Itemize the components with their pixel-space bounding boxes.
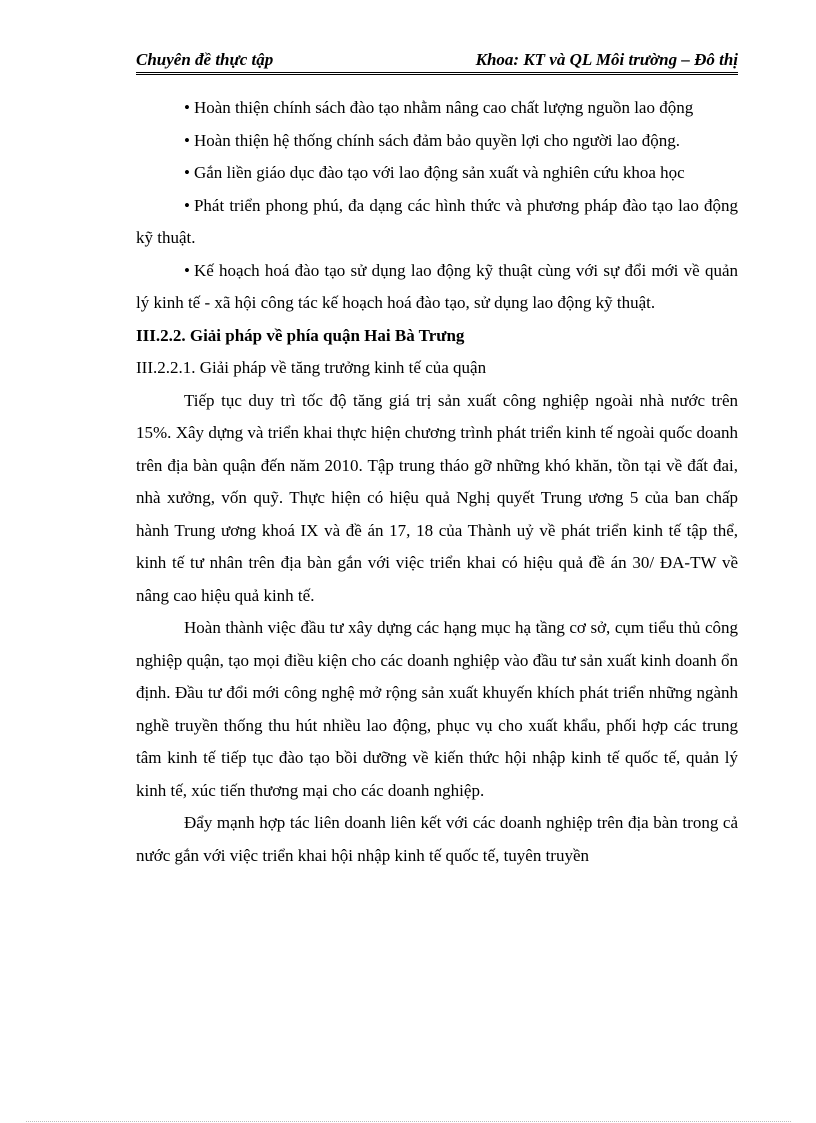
bullet-item (136, 190, 738, 255)
body-paragraph: Tiếp tục duy trì tốc độ tăng giá trị sản xuất công nghiệp ngoài nhà nước trên 15%. Xây dựng và triển khai thực hiện chương trình phát triển kinh tế ngoài quốc doanh trên địa bàn quận đến năm 2010. Tập trung tháo gỡ những khó khăn, tồn tại về đất đai, nhà xưởng, vốn quỹ. Thực hiện có hiệu quả Nghị quyết Trung ương 5 của ban chấp hành Trung ương khoá IX và đề án 17, 18 của Thành uỷ về phát triển kinh tế tập thể, kinh tế tư nhân trên địa bàn gắn với việc triển khai có hiệu quả đề án 30/ ĐA-TW về nâng cao hiệu quả kinh tế. (136, 390, 738, 605)
bullet-icon: • (184, 98, 190, 117)
header-left-title: Chuyên đề thực tập (136, 50, 274, 69)
bullet-item (136, 125, 738, 158)
bullet-item (136, 92, 738, 125)
subsection-heading: III.2.2.1. Giải pháp về tăng trưởng kinh tế của quận (136, 358, 487, 377)
bullet-text: Gắn liền giáo dục đào tạo với lao động sản xuất và nghiên cứu khoa học (193, 163, 685, 182)
bullet-icon: • (184, 195, 190, 215)
body-paragraph: Hoàn thành việc đầu tư xây dựng các hạng mục hạ tầng cơ sở, cụm tiểu thủ công nghiệp quận, tạo mọi điều kiện cho các doanh nghiệp vào đầu tư sản xuất kinh doanh ổn định. Đầu tư đổi mới công nghệ mở rộng sản xuất khuyến khích phát triển những ngành nghề truyền thống thu hút nhiều lao động, phục vụ cho xuất khẩu, phối hợp các trung tâm kinh tế tiếp tục đào tạo bồi dưỡng về kiến thức hội nhập kinh tế quốc tế, quản lý kinh tế, xúc tiến thương mại cho các doanh nghiệp. (136, 618, 738, 800)
page-bottom-divider (26, 1121, 791, 1122)
bullet-item (136, 255, 738, 320)
bullet-icon: • (184, 260, 190, 280)
section-heading: III.2.2. Giải pháp về phía quận Hai Bà Trưng (136, 325, 465, 345)
body-paragraph: Đẩy mạnh hợp tác liên doanh liên kết với các doanh nghiệp trên địa bàn trong cả nước gắn với việc triển khai hội nhập kinh tế quốc tế, tuyên truyền (136, 813, 738, 865)
page-header (136, 48, 738, 75)
bullet-icon: • (184, 130, 190, 150)
bullet-text: Hoàn thiện hệ thống chính sách đảm bảo quyền lợi cho người lao động. (193, 130, 681, 150)
document-body (136, 92, 738, 872)
bullet-text: Hoàn thiện chính sách đào tạo nhằm nâng cao chất lượng nguồn lao động (193, 98, 694, 117)
header-right-department: Khoa: KT và QL Môi trường – Đô thị (475, 50, 738, 69)
bullet-text: Phát triển phong phú, đa dạng các hình thức và phương pháp đào tạo lao động kỹ thuật. (136, 195, 738, 247)
bullet-icon: • (184, 163, 190, 182)
bullet-text: Kế hoạch hoá đào tạo sử dụng lao động kỹ thuật cùng với sự đổi mới về quản lý kinh tế - xã hội công tác kế hoạch hoá đào tạo, sử dụng lao động kỹ thuật. (136, 260, 738, 312)
bullet-item (136, 157, 738, 190)
